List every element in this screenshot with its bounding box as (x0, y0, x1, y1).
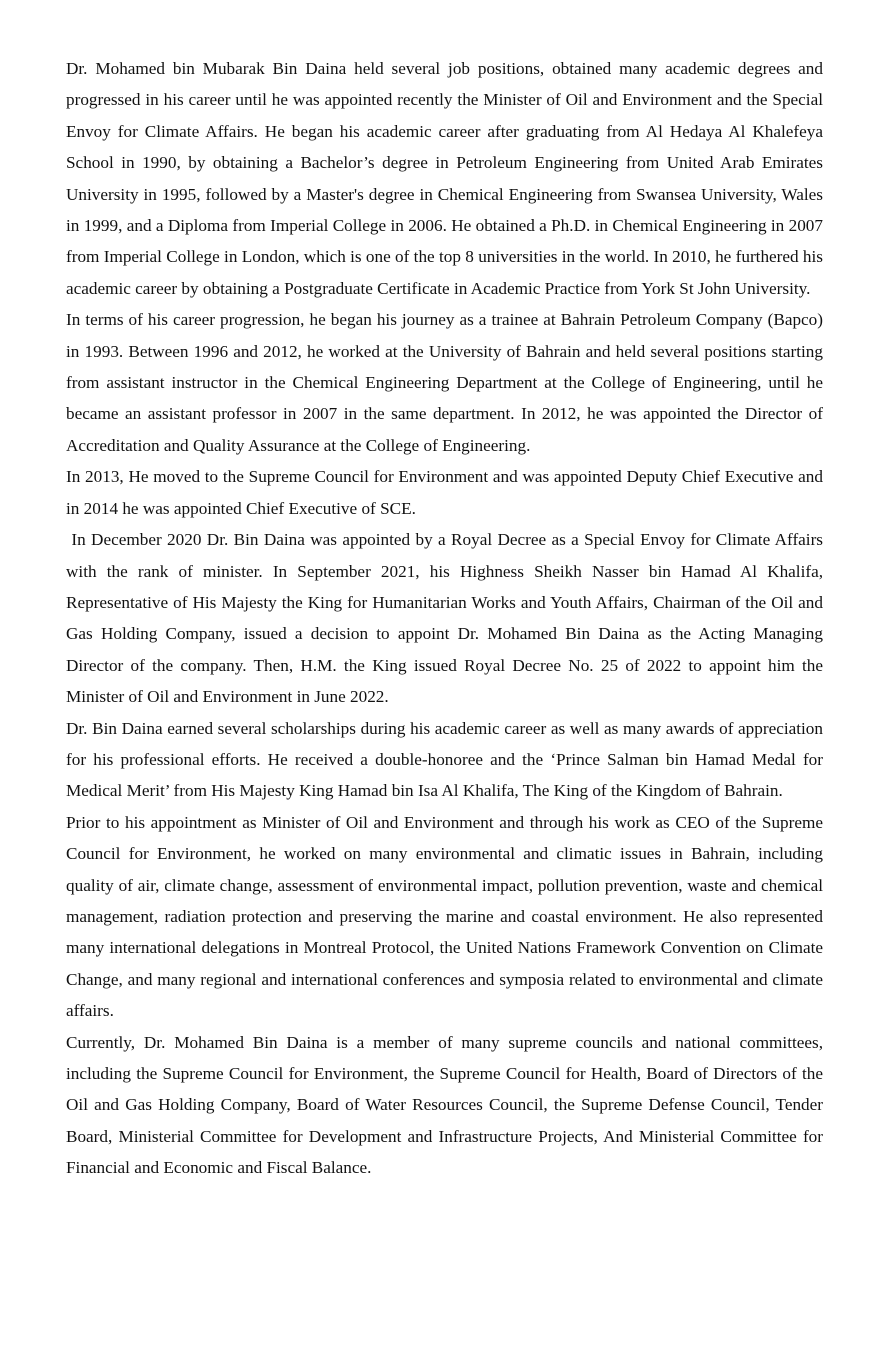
paragraph-education: Dr. Mohamed bin Mubarak Bin Daina held several job positions, obtained many academic degrees and progressed in his career until he was appointed recently the Minister of Oil and Environment and the Special Envoy for Climate Affairs. He began his academic career after graduating from Al Hedaya Al Khalefeya School in 1990, by obtaining a Bachelor’s degree in Petroleum Engineering from United Arab Emirates University in 1995, followed by a Master's degree in Chemical Engineering from Swansea University, Wales in 1999, and a Diploma from Imperial College in 2006. He obtained a Ph.D. in Chemical Engineering in 2007 from Imperial College in London, which is one of the top 8 universities in the world. In 2010, he furthered his academic career by obtaining a Postgraduate Certificate in Academic Practice from York St John University. (66, 59, 823, 298)
paragraph-ministerial-appointment: In December 2020 Dr. Bin Daina was appointed by a Royal Decree as a Special Envoy for Climate Affairs with the rank of minister. In September 2021, his Highness Sheikh Nasser bin Hamad Al Khalifa, Representative of His Majesty the King for Humanitarian Works and Youth Affairs, Chairman of the Oil and Gas Holding Company, issued a decision to appoint Dr. Mohamed Bin Daina as the Acting Managing Director of the company. Then, H.M. the King issued Royal Decree No. 25 of 2022 to appoint him the Minister of Oil and Environment in June 2022. (66, 530, 828, 707)
document-body (66, 53, 828, 1184)
paragraph-career-progression: In terms of his career progression, he began his journey as a trainee at Bahrain Petroleum Company (Bapco) in 1993. Between 1996 and 2012, he worked at the University of Bahrain and held several positions starting from assistant instructor in the Chemical Engineering Department at the College of Engineering, until he became an assistant professor in 2007 in the same department. In 2012, he was appointed the Director of Accreditation and Quality Assurance at the College of Engineering. (66, 310, 823, 455)
paragraph-supreme-council: In 2013, He moved to the Supreme Council for Environment and was appointed Deputy Chief Executive and in 2014 he was appointed Chief Executive of SCE. (66, 467, 823, 518)
paragraph-memberships: Currently, Dr. Mohamed Bin Daina is a member of many supreme councils and national committees, including the Supreme Council for Environment, the Supreme Council for Health, Board of Directors of the Oil and Gas Holding Company, Board of Water Resources Council, the Supreme Defense Council, Tender Board, Ministerial Committee for Development and Infrastructure Projects, And Ministerial Committee for Financial and Economic and Fiscal Balance. (66, 1032, 823, 1178)
paragraph-awards: Dr. Bin Daina earned several scholarships during his academic career as well as many awards of appreciation for his professional efforts. He received a double-honoree and the ‘Prince Salman bin Hamad Medal for Medical Merit’ from His Majesty King Hamad bin Isa Al Khalifa, The King of the Kingdom of Bahrain. (66, 718, 823, 801)
paragraph-environmental-work: Prior to his appointment as Minister of Oil and Environment and through his work as CEO of the Supreme Council for Environment, he worked on many environmental and climatic issues in Bahrain, including quality of air, climate change, assessment of environmental impact, pollution prevention, waste and chemical management, radiation protection and preserving the marine and coastal environment. He also represented many international delegations in Montreal Protocol, the United Nations Framework Convention on Climate Change, and many regional and international conferences and symposia related to environmental and climate affairs. (66, 812, 823, 1021)
